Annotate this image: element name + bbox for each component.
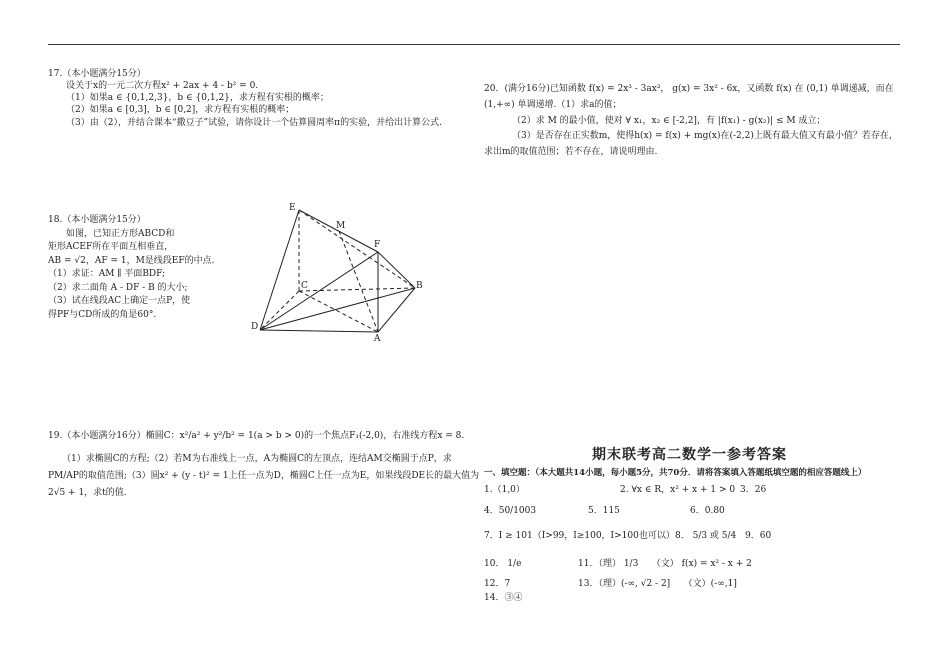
edge-DA bbox=[260, 330, 378, 332]
edge-FD bbox=[260, 252, 378, 330]
question-18-line: 得PF与CD所成的角是60°. bbox=[48, 309, 157, 320]
edge-FB bbox=[378, 252, 415, 288]
question-19 bbox=[48, 428, 479, 502]
answer-1: 1.（1,0） bbox=[484, 485, 525, 495]
answer-11: 11．（理） 1/3 （文） f(x) = x² - x + 2 bbox=[578, 559, 752, 569]
label-E: E bbox=[289, 203, 296, 213]
question-18 bbox=[48, 214, 214, 322]
question-19-line: （1）求椭圆C的方程;（2）若M为右准线上一点，A为椭圆C的左顶点，连结AM交椭圆于点P，求 bbox=[62, 454, 452, 465]
header-rule bbox=[48, 44, 900, 45]
answer-5: 5．115 bbox=[588, 506, 620, 516]
answer-3: 3．26 bbox=[740, 485, 767, 495]
question-17-line: （3）由（2），并结合课本“撒豆子”试验，请你设计一个估算圆周率π的实验，并给出计算公式. bbox=[66, 117, 442, 128]
answer-13: 13．（理）(-∞, √2 - 2] （文）(-∞,1] bbox=[578, 579, 737, 589]
question-18-line: （3）试在线段AC上确定一点P，使 bbox=[48, 296, 191, 306]
question-18-line: 如图，已知正方形ABCD和 bbox=[66, 228, 175, 239]
question-20-line: （2）求 M 的最小值，使对 ∀ x₁，x₂ ∈ [-2,2]，有 |f(x₁) - g(x₂)| ≤ M 成立； bbox=[512, 115, 826, 126]
question-18-line: （1）求证：AM ∥ 平面BDF; bbox=[48, 269, 166, 279]
question-20-line: 20．(满分16分)已知函数 f(x) = 2x³ - 3ax²， g(x) = 3x² - 6x，又函数 f(x) 在 (0,1) 单调递减，而在 bbox=[484, 84, 894, 94]
question-18-title: 18.（本小题满分15分） bbox=[48, 215, 146, 225]
question-19-title: 19.（本小题满分16分） bbox=[48, 431, 146, 441]
answer-7: 7．I ≥ 101（I>99，I≥100，I>100也可以） bbox=[484, 531, 675, 541]
answer-2: 2. ∀x ∈ R，x² + x + 1 > 0 bbox=[620, 485, 736, 495]
question-18-line: 矩形ACEF所在平面互相垂直， bbox=[48, 242, 174, 252]
question-17-title: 17.（本小题满分15分） bbox=[48, 69, 146, 79]
question-17 bbox=[48, 68, 442, 129]
answer-4: 4．50/1003 bbox=[484, 506, 537, 516]
edge-ED bbox=[260, 210, 299, 330]
label-F: F bbox=[374, 240, 381, 250]
edge-EB bbox=[299, 210, 415, 288]
question-19-line1 bbox=[48, 428, 479, 445]
edge-MA bbox=[339, 231, 381, 332]
label-D: D bbox=[251, 322, 259, 332]
edge-CB bbox=[299, 288, 415, 291]
question-20-line: （3）是否存在正实数m，使得h(x) = f(x) + mg(x)在(-2,2)上既有最大值又有最小值？若存在， bbox=[512, 131, 898, 142]
answer-12: 12．7 bbox=[484, 579, 511, 589]
answer-8: 8． 5/3 或 5/4 bbox=[675, 531, 737, 541]
question-17-line: （1）如果a ∈ {0,1,2,3}，b ∈ {0,1,2}，求方程有实根的概率； bbox=[66, 93, 329, 104]
answer-9: 9．60 bbox=[745, 531, 772, 541]
question-20-line: (1,+∞) 单调递增.（1）求a的值； bbox=[484, 99, 622, 110]
label-A: A bbox=[374, 334, 381, 344]
question-19-line: 2√5 + 1，求t的值. bbox=[48, 488, 127, 499]
answer-14: 14．③④ bbox=[484, 593, 523, 603]
answer-6: 6．0.80 bbox=[690, 506, 725, 516]
question-18-line: AB = √2，AF = 1，M是线段EF的中点. bbox=[48, 255, 215, 266]
question-17-line: 设关于x的一元二次方程x² + 2ax + 4 - b² = 0. bbox=[66, 81, 259, 92]
question-20-line: 求出m的取值范围；若不存在，请说明理由. bbox=[484, 147, 658, 157]
question-18-line: （2）求二面角 A - DF - B 的大小; bbox=[48, 282, 188, 293]
edge-DB bbox=[260, 288, 415, 330]
label-M: M bbox=[336, 221, 346, 231]
label-C: C bbox=[301, 281, 308, 291]
edge-CA bbox=[299, 291, 378, 332]
question-17-line: （2）如果a ∈ [0,3]，b ∈ [0,2]，求方程有实根的概率； bbox=[66, 105, 295, 116]
answer-10: 10． 1/e bbox=[484, 559, 522, 569]
question-20 bbox=[484, 82, 898, 161]
answers-section-1: 一、填空题：（本大题共14小题，每小题5分，共70分．请将答案填入答题纸填空题的相应答题线上） bbox=[484, 468, 867, 478]
edge-AB bbox=[378, 288, 415, 332]
label-B: B bbox=[416, 281, 423, 291]
edge-EF bbox=[299, 210, 381, 252]
question-19-text: 椭圆C：x²/a² + y²/b² = 1(a > b > 0)的一个焦点F₁(-2,0)，右准线方程x = 8. bbox=[145, 431, 465, 441]
question-19-line: PM/AP的取值范围;（3）圆x² + (y - t)² = 1上任一点为D，椭圆C上任一点为E，如果线段DE长的最大值为 bbox=[48, 471, 480, 482]
answers-title: 期末联考高二数学一参考答案 bbox=[592, 447, 787, 463]
geometry-figure bbox=[250, 200, 430, 345]
